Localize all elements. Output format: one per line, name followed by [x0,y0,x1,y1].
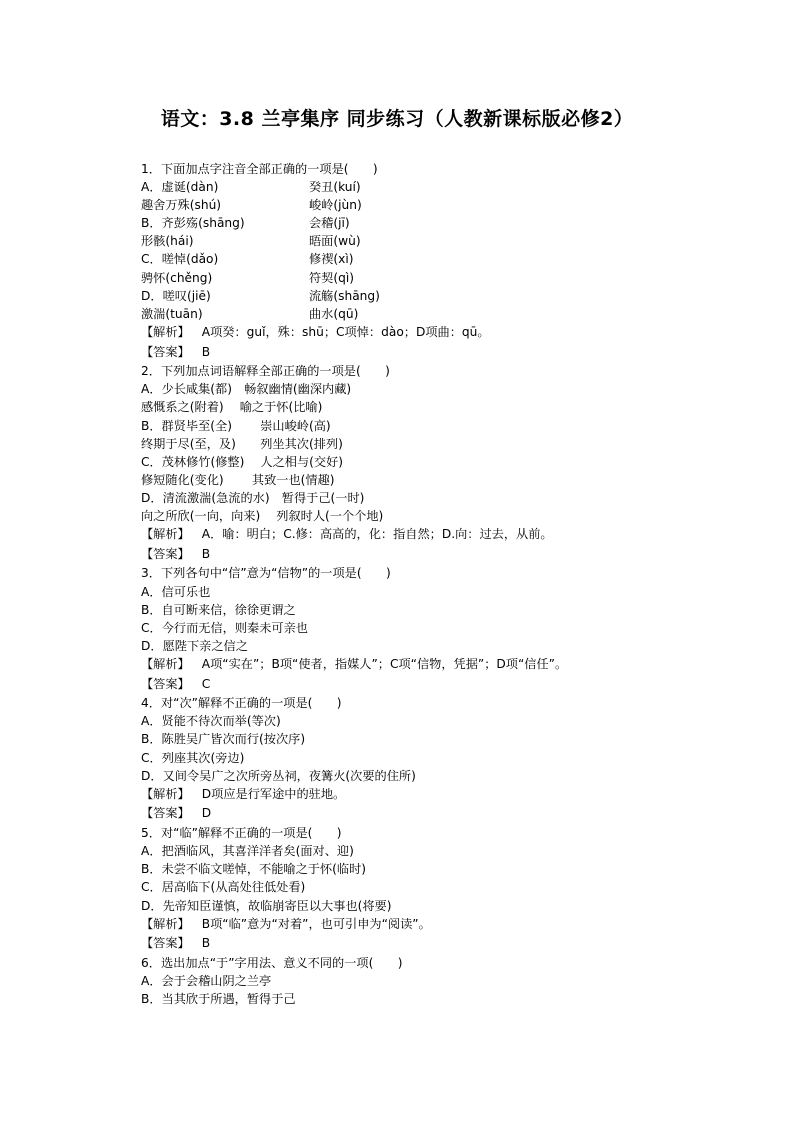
question-line: D．又间令吴广之次所旁丛祠，夜篝火(次要的住所) [141,768,416,783]
question-line: 2．下列加点词语解释全部正确的一项是( ) [141,364,390,379]
option-text-second: 晤面(wù) [309,234,361,249]
option-pair-line [141,305,761,323]
analysis-line [141,525,761,545]
option-text: 趣舍万殊(shú) [141,198,222,213]
option-text: C．嗟悼(dǎo) [141,252,219,267]
option-text-second: 癸丑(kuí) [309,180,361,195]
question-line: A．贤能不待次而举(等次) [141,714,281,729]
question-line: B．当其欣于所遇，暂得于己 [141,992,296,1007]
question-line: C．居高临下(从高处往低处看) [141,880,306,895]
answer-line [141,675,761,695]
question-line: B．未尝不临文嗟悼，不能喻之于怀(临时) [141,862,367,877]
option-text-second: 流觞(shāng) [309,288,380,303]
note-tag: 【解析】 [141,527,190,542]
answer-line [141,545,761,565]
question-line: A．把酒临风，其喜洋洋者矣(面对、迎) [141,844,354,859]
option-pair-line [141,287,761,305]
option-pair-line [141,269,761,287]
option-pair-line [141,178,761,196]
note-tag: 【解析】 [141,786,190,801]
question-line: 感慨系之(附着) 喻之于怀(比喻) [141,400,323,415]
note-text: B项“临”意为“对着”，也可引申为“阅读”。 [201,916,431,931]
option-text: D．嗟叹(jiē) [141,288,211,303]
question-line: 1．下面加点字注音全部正确的一项是( ) [141,162,378,176]
option-text: 骋怀(chěng) [141,270,213,285]
note-tag: 【答案】 [141,344,190,359]
option-pair-line [141,196,761,214]
note-tag: 【解析】 [141,656,190,671]
option-text: 激湍(tuān) [141,306,203,321]
question-line: 6．选出加点“于”字用法、意义不同的一项( ) [141,955,403,970]
option-text-second: 曲水(qū) [309,306,359,321]
note-tag: 【答案】 [141,676,190,691]
answer-line [141,804,761,824]
analysis-line [141,655,761,675]
note-tag: 【答案】 [141,806,190,821]
note-text: B [201,936,211,951]
note-text: D [201,806,212,821]
note-tag: 【解析】 [141,324,190,339]
note-text: C [201,676,211,691]
question-line: B．陈胜吴广皆次而行(按次序) [141,732,306,747]
analysis-line [141,915,761,935]
question-line: A．信可乐也 [141,584,211,599]
question-line: 4．对“次”解释不正确的一项是( ) [141,696,342,711]
option-text-second: 会稽(jī) [309,216,350,231]
exercise-content [141,160,761,1008]
note-text: D项应是行军途中的驻地。 [201,786,346,801]
note-text: A项癸：guǐ，殊：shū；C项悼：dào；D项曲：qū。 [201,324,490,339]
option-text-second: 修禊(xì) [309,252,354,267]
analysis-line [141,323,761,343]
option-pair-line [141,232,761,250]
question-line: C．列座其次(旁边) [141,750,245,765]
question-line: D．愿陛下亲之信之 [141,638,248,653]
answer-line [141,934,761,954]
document-title: 语文：3.8 兰亭集序 同步练习（人教新课标版必修2） [160,108,634,130]
answer-line [141,343,761,363]
question-line: 3．下列各句中“信”意为“信物”的一项是( ) [141,566,391,581]
question-line: B．自可断来信，徐徐更谓之 [141,602,296,617]
question-line: D．先帝知臣谨慎，故临崩寄臣以大事也(将要) [141,898,392,913]
option-text: A．虚诞(dàn) [141,180,219,195]
option-text: 形骸(hái) [141,234,194,249]
question-line: A．会于会稽山阴之兰亭 [141,974,272,989]
question-line: 5．对“临”解释不正确的一项是( ) [141,826,342,841]
question-line: 修短随化(变化) 其致一也(情趣) [141,472,335,487]
option-text-second: 峻岭(jùn) [309,198,362,213]
option-text-second: 符契(qì) [309,270,355,285]
note-text: B [201,344,211,359]
note-text: B [201,546,211,561]
question-line: A．少长咸集(都) 畅叙幽情(幽深内藏) [141,382,352,397]
question-line: 终期于尽(至，及) 列坐其次(排列) [141,436,343,451]
note-text: A．喻：明白；C.修：高高的，化：指自然；D.向：过去，从前。 [201,527,553,542]
question-line: B．群贤毕至(全) 崇山峻岭(高) [141,418,331,433]
question-line: D．清流激湍(急流的水) 暂得于己(一时) [141,490,365,505]
option-pair-line [141,250,761,268]
question-line: C．茂林修竹(修整) 人之相与(交好) [141,454,344,469]
note-tag: 【答案】 [141,936,190,951]
question-line: C．今行而无信，则秦未可亲也 [141,620,308,635]
option-pair-line [141,214,761,232]
note-tag: 【解析】 [141,916,190,931]
option-text: B．齐彭殇(shāng) [141,216,245,231]
note-text: A项“实在”；B项“使者，指媒人”；C项“信物，凭据”；D项“信任”。 [201,656,568,671]
analysis-line [141,785,761,805]
question-line: 向之所欣(一向，向来) 列叙时人(一个个地) [141,508,384,523]
note-tag: 【答案】 [141,546,190,561]
